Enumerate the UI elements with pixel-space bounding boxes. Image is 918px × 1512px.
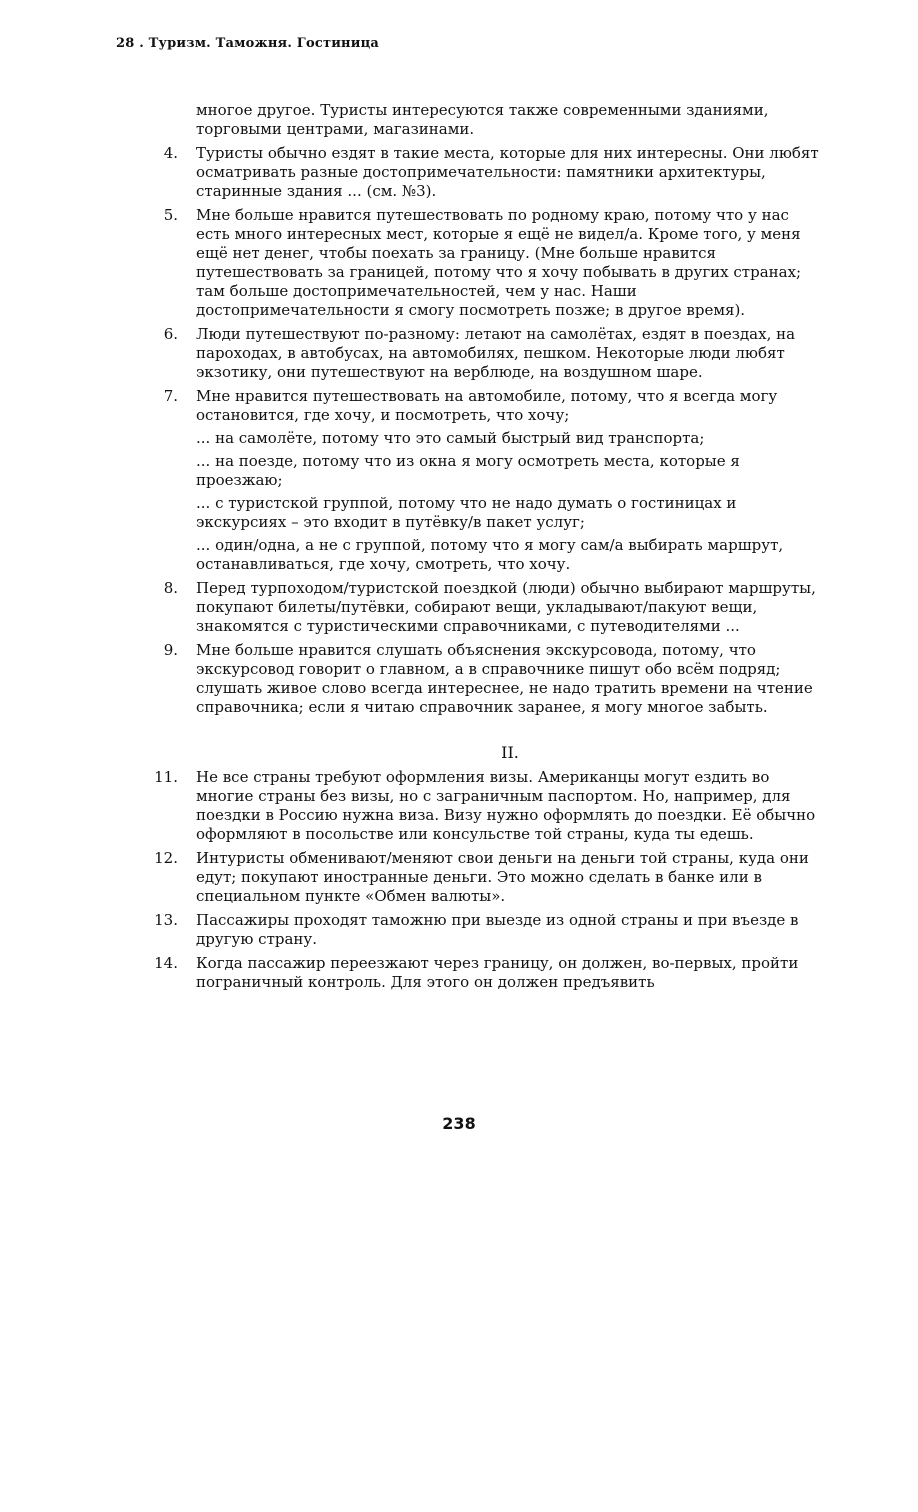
list-item-number: 5. <box>163 206 178 224</box>
list-item-number: 9. <box>163 641 178 659</box>
section-heading: II. <box>501 743 519 762</box>
list-item-14 <box>152 954 824 992</box>
list-item-number: 13. <box>154 911 178 929</box>
list-item-number: 6. <box>163 325 178 343</box>
list-item-text: Интуристы обменивают/меняют свои деньги на деньги той страны, куда они едут; покупают иностранные деньги. Это можно сделать в банке или в специальном пункте «Обмен валюты». <box>196 849 809 905</box>
list-item-line: ... на самолёте, потому что это самый быстрый вид транспорта; <box>196 429 705 447</box>
continuation-paragraph <box>152 101 824 139</box>
list-item-7 <box>152 387 824 574</box>
list-item-8 <box>152 579 824 636</box>
list-item-12 <box>152 849 824 906</box>
list-item-text: Мне больше нравится путешествовать по родному краю, потому что у нас есть много интересных мест, которые я ещё не видел/а. Кроме того, у меня ещё нет денег, чтобы поехать за границу. (Мне больше нравится путешествовать за границей, потому что я хочу побывать в других странах; там больше достопримечательностей, чем у нас. Наши достопримечательности я смогу посмотреть позже; в другое время). <box>196 206 802 319</box>
list-item-11 <box>152 768 824 844</box>
continuation-text: многое другое. Туристы интересуются также современными зданиями, торговыми центрами, магазинами. <box>196 101 769 138</box>
list-item-number: 8. <box>163 579 178 597</box>
list-item-5 <box>152 206 824 320</box>
list-item-number: 11. <box>154 768 178 786</box>
list-item-text: Не все страны требуют оформления визы. Американцы могут ездить во многие страны без визы, но с заграничным паспортом. Но, например, для поездки в Россию нужна виза. Визу нужно оформлять до поездки. Её обычно оформляют в посольстве или консульстве той страны, куда ты едешь. <box>196 768 816 843</box>
list-item-number: 12. <box>154 849 178 867</box>
list-item-number: 4. <box>163 144 178 162</box>
running-header: 28 . Туризм. Таможня. Гостиница <box>116 36 380 51</box>
list-item-text: Пассажиры проходят таможню при выезде из одной страны и при въезде в другую страну. <box>196 911 799 948</box>
list-item-text: Перед турпоходом/туристской поездкой (люди) обычно выбирают маршруты, покупают билеты/путёвки, собирают вещи, укладывают/пакуют вещи, знакомятся с туристическими справочниками, с путеводителями ... <box>196 579 816 635</box>
list-item-4 <box>152 144 824 201</box>
list-item-6 <box>152 325 824 382</box>
list-item-text: Люди путешествуют по-разному: летают на самолётах, ездят в поездах, на пароходах, в автобусах, на автомобилях, пешком. Некоторые люди любят экзотику, они путешествуют на верблюде, на воздушном шаре. <box>196 325 796 381</box>
list-item-line: ... на поезде, потому что из окна я могу осмотреть места, которые я проезжаю; <box>196 452 740 489</box>
list-item-9 <box>152 641 824 717</box>
list-item-line: ... с туристской группой, потому что не надо думать о гостиницах и экскурсиях – это входит в путёвку/в пакет услуг; <box>196 494 737 531</box>
list-item-number: 7. <box>163 387 178 405</box>
list-item-text: Туристы обычно ездят в такие места, которые для них интересны. Они любят осматривать разные достопримечательности: памятники архитектуры, старинные здания ... (см. №3). <box>196 144 819 200</box>
list-item-line: ... один/одна, а не с группой, потому что я могу сам/а выбирать маршрут, останавливаться, где хочу, смотреть, что хочу. <box>196 536 784 573</box>
list-item-text: Мне больше нравится слушать объяснения экскурсовода, потому, что экскурсовод говорит о главном, а в справочнике пишут обо всём подряд; слушать живое слово всегда интереснее, не надо тратить времени на чтение справочника; если я читаю справочник заранее, я могу многое забыть. <box>196 641 813 716</box>
list-item-line: Мне нравится путешествовать на автомобиле, потому, что я всегда могу остановится, где хочу, и посмотреть, что хочу; <box>196 387 778 424</box>
list-item-text: Когда пассажир переезжают через границу, он должен, во-первых, пройти пограничный контроль. Для этого он должен предъявить <box>196 954 799 991</box>
list-item-number: 14. <box>154 954 178 972</box>
page-body <box>152 101 824 997</box>
list-item-13 <box>152 911 824 949</box>
page-number: 238 <box>442 1114 476 1133</box>
